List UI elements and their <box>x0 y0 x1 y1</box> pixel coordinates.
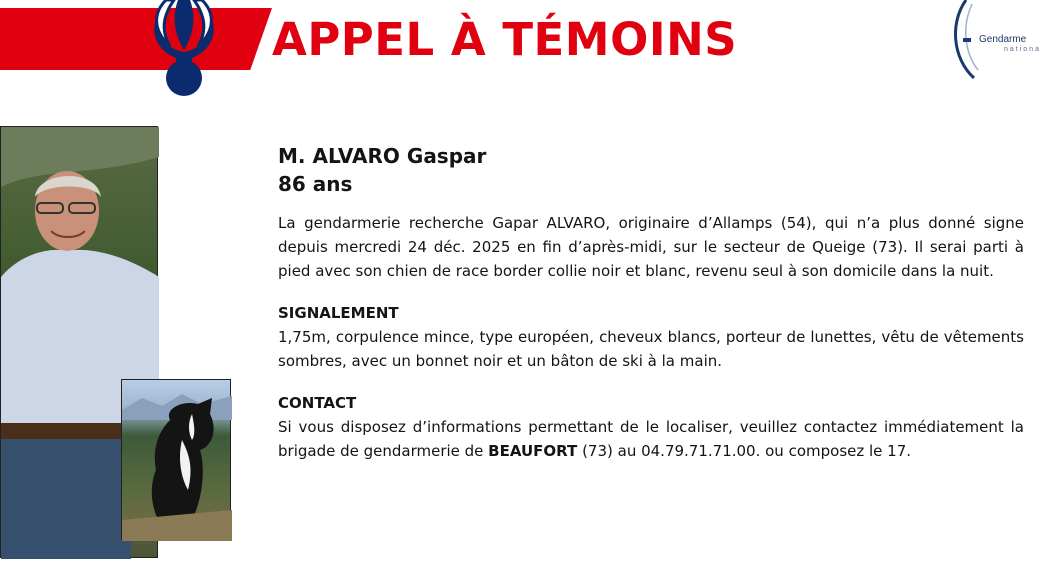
gendarmerie-flame-icon <box>146 0 222 100</box>
person-name: M. ALVARO Gaspar <box>278 144 487 168</box>
signalement-heading: SIGNALEMENT <box>278 304 399 322</box>
page-title: APPEL À TÉMOINS <box>272 13 738 66</box>
contact-text-after: (73) au 04.79.71.71.00. ou composez le 17. <box>577 442 912 460</box>
contact-unit: BEAUFORT <box>488 442 578 460</box>
contact-text-before: Si vous disposez d’informations permettant de le localiser, veuillez contactez immédiatement la brigade de gendarmerie de <box>278 418 1024 460</box>
logo-subtitle: nationa <box>1004 46 1041 53</box>
notice-content <box>278 142 1024 463</box>
contact-text <box>278 415 1024 463</box>
header-red-band <box>0 8 272 70</box>
person-age: 86 ans <box>278 172 353 196</box>
signalement-text: 1,75m, corpulence mince, type européen, cheveux blancs, porteur de lunettes, vêtu de vêtements sombres, avec un bonnet noir et un bâton de ski à la main. <box>278 328 1024 370</box>
contact-heading: CONTACT <box>278 394 357 412</box>
logo-name: Gendarme <box>979 34 1027 45</box>
dog-photo <box>121 379 231 540</box>
intro-paragraph: La gendarmerie recherche Gapar ALVARO, originaire d’Allamps (54), qui n’a plus donné signe depuis mercredi 24 déc. 2025 en fin d’après-midi, sur le secteur de Queige (73). Il serai parti à pied avec son chien de race border collie noir et blanc, revenu seul à son domicile dans la nuit. <box>278 214 1024 280</box>
